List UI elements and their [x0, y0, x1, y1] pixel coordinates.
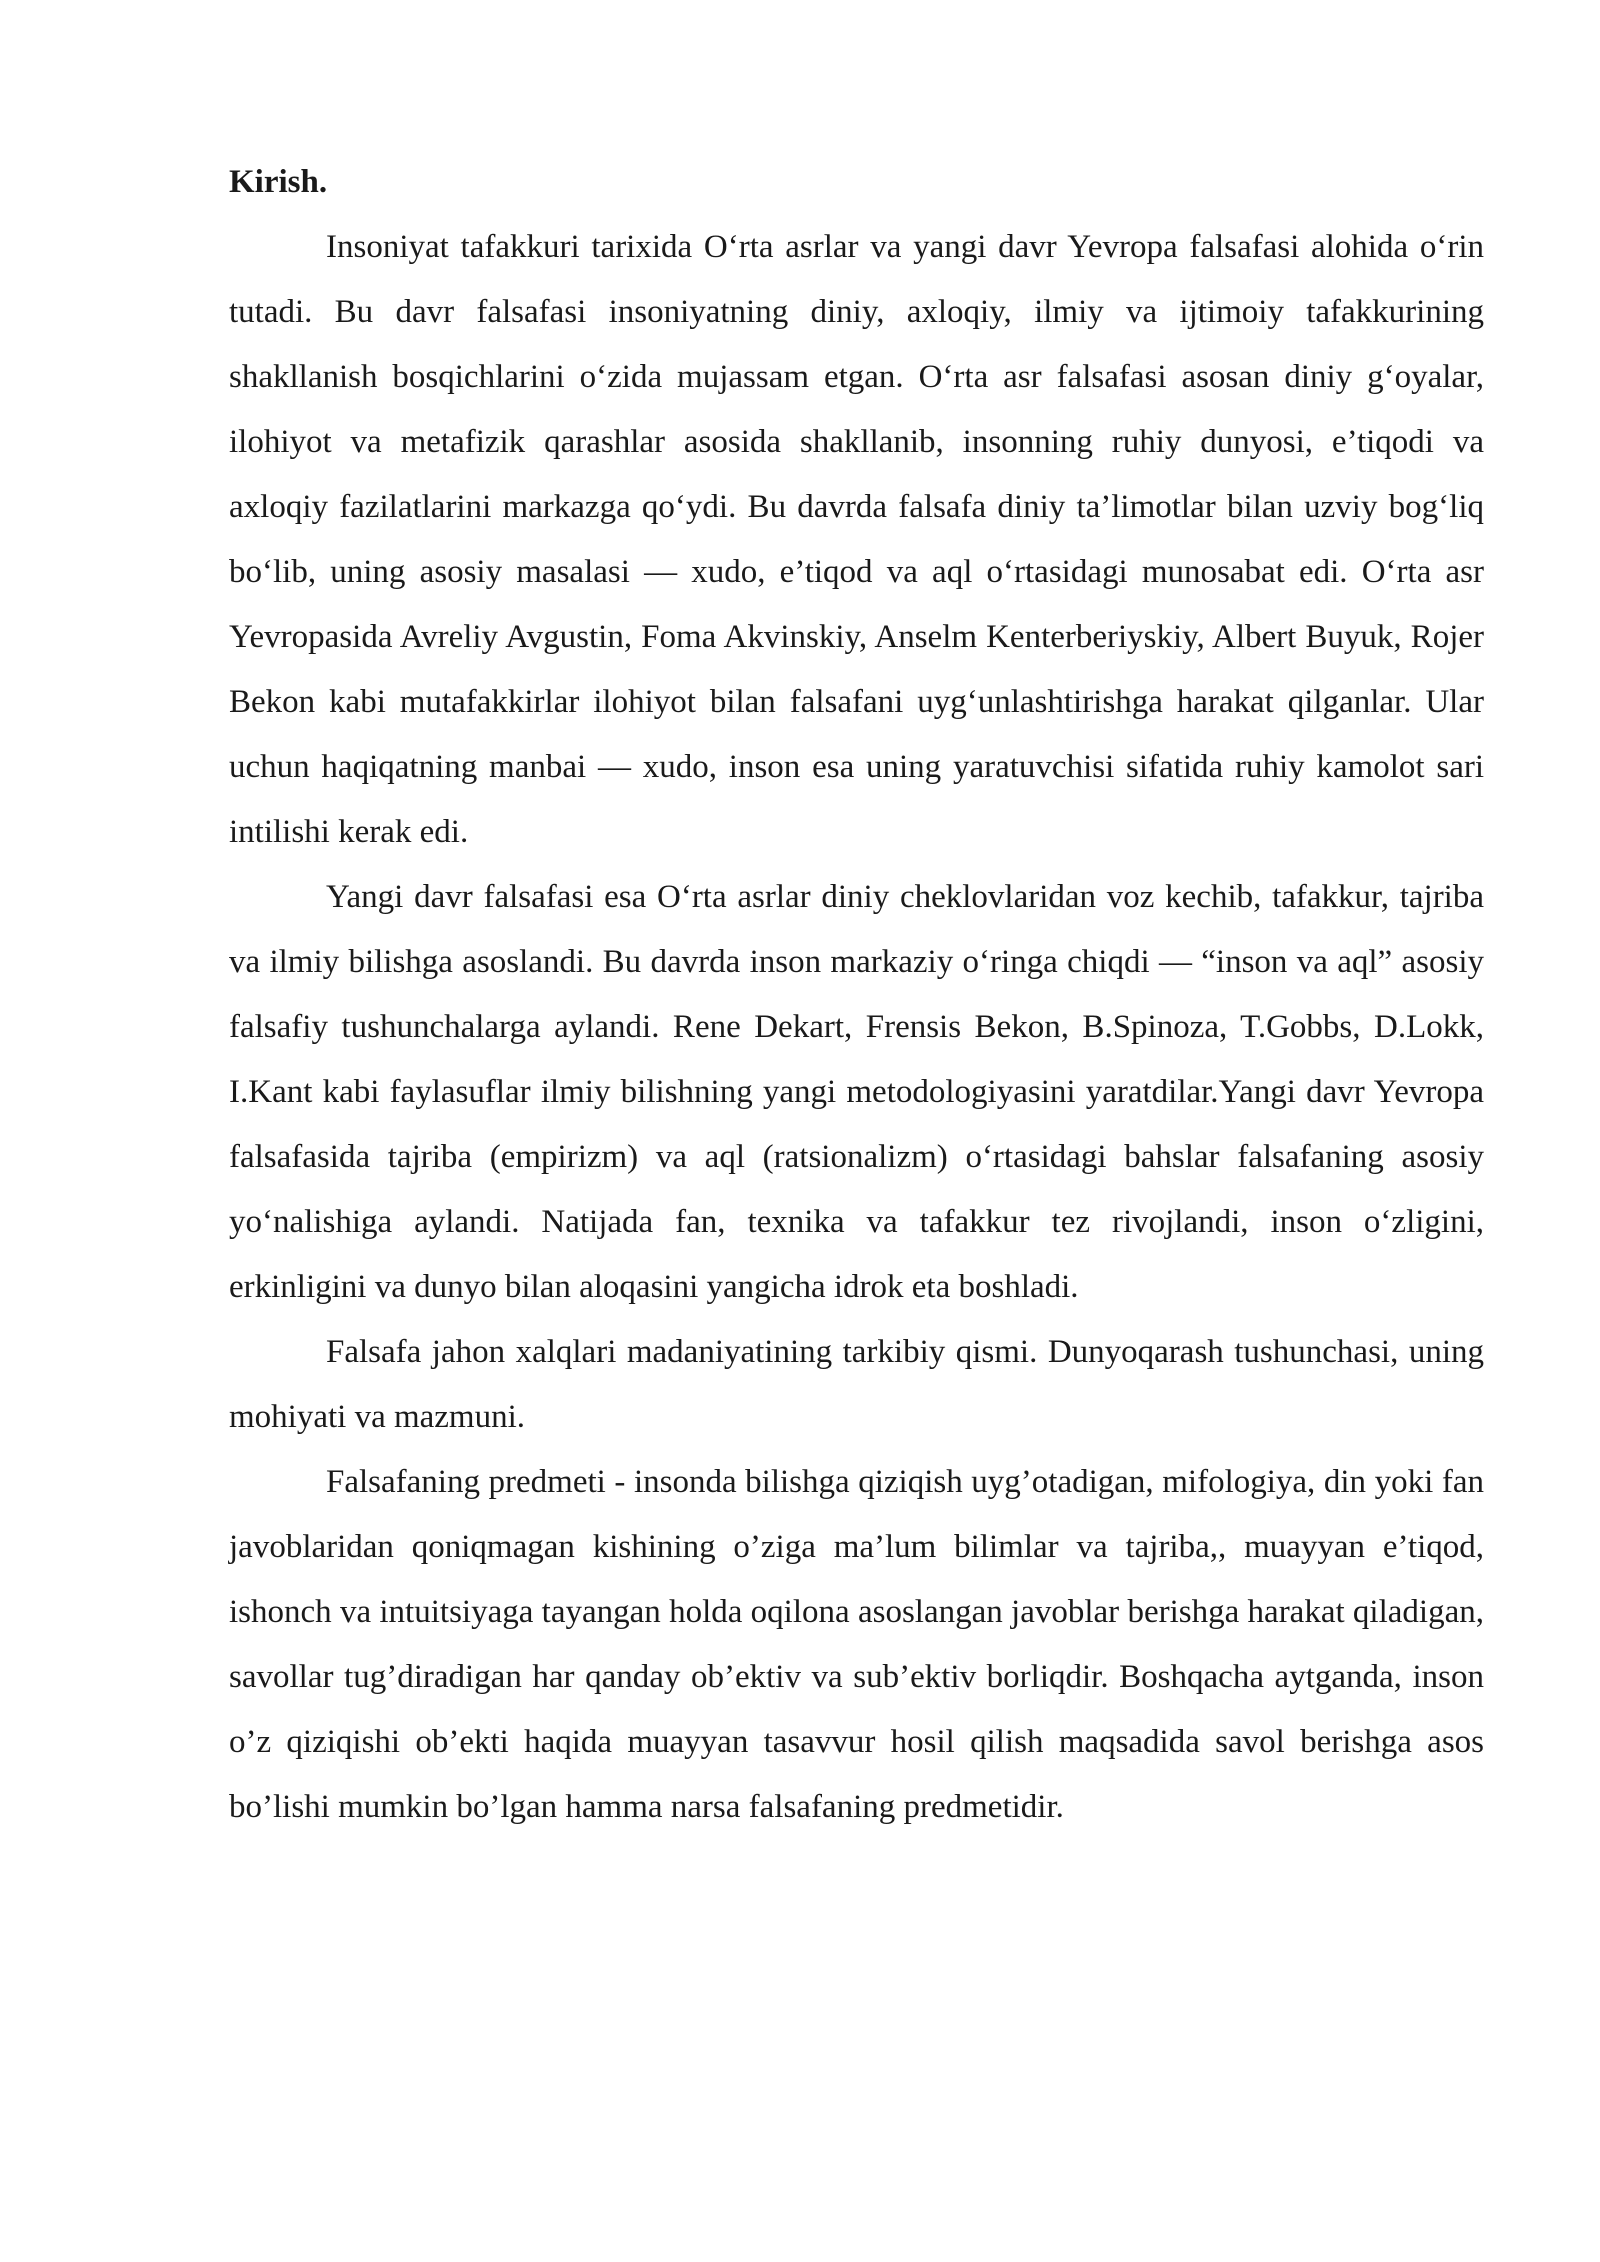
section-heading: Kirish.: [229, 164, 328, 200]
document-page: [229, 150, 1484, 1840]
paragraph-1: Insoniyat tafakkuri tarixida O‘rta asrlar va yangi davr Yevropa falsafasi alohida o‘rin tutadi. Bu davr falsafasi insoniyatning diniy, axloqiy, ilmiy va ijtimoiy tafakkurining shakllanish bosqichlarini o‘zida mujassam etgan. O‘rta asr falsafasi asosan diniy g‘oyalar, ilohiyot va metafizik qarashlar asosida shakllanib, insonning ruhiy dunyosi, e’tiqodi va axloqiy fazilatlarini markazga qo‘ydi. Bu davrda falsafa diniy ta’limotlar bilan uzviy bog‘liq bo‘lib, uning asosiy masalasi — xudo, e’tiqod va aql o‘rtasidagi munosabat edi. O‘rta asr Yevropasida Avreliy Avgustin, Foma Akvinskiy, Anselm Kenterberiyskiy, Albert Buyuk, Rojer Bekon kabi mutafakkirlar ilohiyot bilan falsafani uyg‘unlashtirishga harakat qilganlar. Ular uchun haqiqatning manbai — xudo, inson esa uning yaratuvchisi sifatida ruhiy kamolot sari intilishi kerak edi.: [229, 229, 1484, 850]
paragraph-3: Falsafa jahon xalqlari madaniyatining tarkibiy qismi. Dunyoqarash tushunchasi, uning mohiyati va mazmuni.: [229, 1334, 1484, 1435]
paragraph-2: Yangi davr falsafasi esa O‘rta asrlar diniy cheklovlaridan voz kechib, tafakkur, tajriba va ilmiy bilishga asoslandi. Bu davrda inson markaziy o‘ringa chiqdi — “inson va aql” asosiy falsafiy tushunchalarga aylandi. Rene Dekart, Frensis Bekon, B.Spinoza, T.Gobbs, D.Lokk, I.Kant kabi faylasuflar ilmiy bilishning yangi metodologiyasini yaratdilar.Yangi davr Yevropa falsafasida tajriba (empirizm) va aql (ratsionalizm) o‘rtasidagi bahslar falsafaning asosiy yo‘nalishiga aylandi. Natijada fan, texnika va tafakkur tez rivojlandi, inson o‘zligini, erkinligini va dunyo bilan aloqasini yangicha idrok eta boshladi.: [229, 879, 1484, 1305]
paragraph-4: Falsafaning predmeti - insonda bilishga qiziqish uyg’otadigan, mifologiya, din yoki fan javoblaridan qoniqmagan kishining o’ziga ma’lum bilimlar va tajriba,, muayyan e’tiqod, ishonch va intuitsiyaga tayangan holda oqilona asoslangan javoblar berishga harakat qiladigan, savollar tug’diradigan har qanday ob’ektiv va sub’ektiv borliqdir. Boshqacha aytganda, inson o’z qiziqishi ob’ekti haqida muayyan tasavvur hosil qilish maqsadida savol berishga asos bo’lishi mumkin bo’lgan hamma narsa falsafaning predmetidir.: [229, 1464, 1484, 1825]
